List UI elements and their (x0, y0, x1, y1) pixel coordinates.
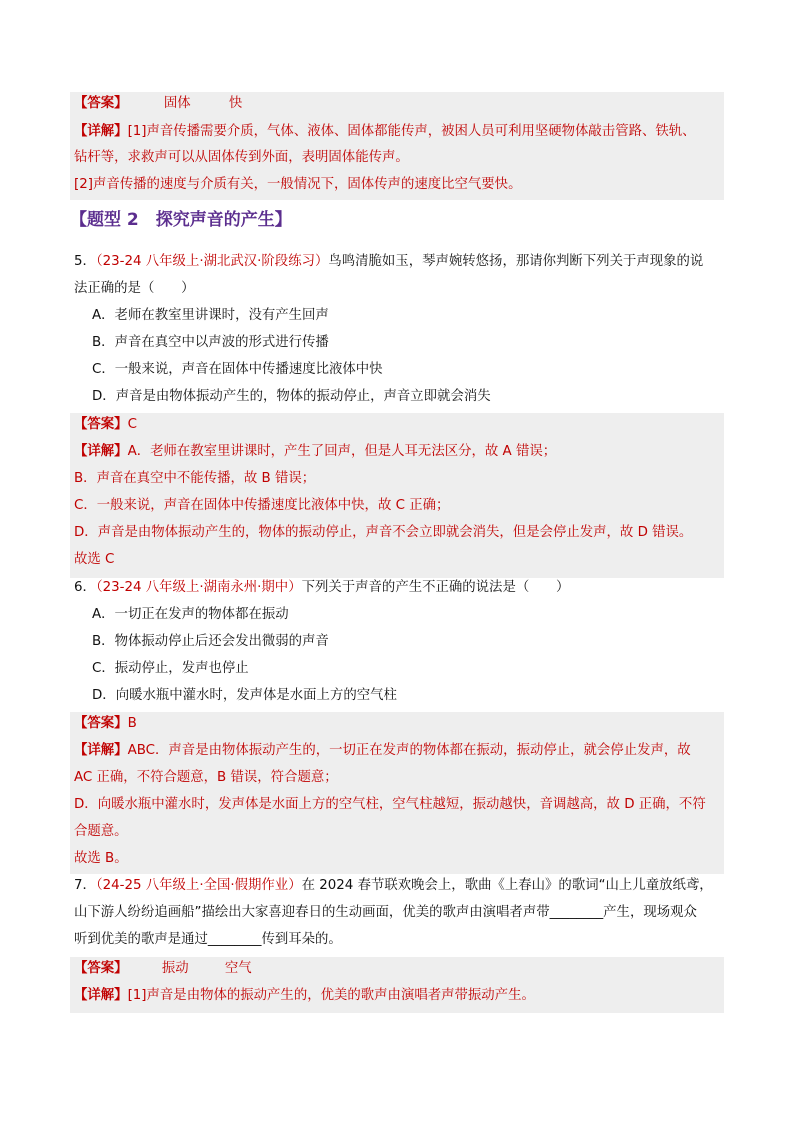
q5-option-b: B．声音在真空中以声波的形式进行传播 (92, 335, 329, 350)
q5-option-d: D．声音是由物体振动产生的，物体的振动停止，声音立即就会消失 (92, 389, 491, 404)
section-heading: 【题型 2 探究声音的产生】 (70, 210, 292, 230)
q6-detail-line-5: 故选 B。 (74, 851, 128, 866)
q7-answer-2: 空气 (224, 961, 252, 976)
q5-stem-line-1: 5．（23-24 八年级上·湖北武汉·阶段练习）鸟鸣清脆如玉，琴声婉转悠扬，那请你判断下列关于声现象的说 (74, 254, 704, 269)
q7-source: （24-25 八年级上·全国·假期作业） (95, 878, 302, 893)
q6-detail-line-3: D．向暖水瓶中灌水时，发声体是水面上方的空气柱，空气柱越短，振动越快，音调越高，故 D 正确，不符 (74, 797, 706, 812)
q6-option-c: C．振动停止，发声也停止 (92, 661, 249, 676)
q5-answer-line: 【答案】C (74, 417, 137, 432)
q6-source: （23-24 八年级上·湖南永州·期中） (95, 580, 302, 595)
q5-stem-line-2: 法正确的是（ ） (74, 281, 195, 296)
q6-option-b: B．物体振动停止后还会发出微弱的声音 (92, 634, 329, 649)
q5-option-a: A．老师在教室里讲课时，没有产生回声 (92, 308, 329, 323)
q7-detail-line-1: 【详解】[1]声音是由物体的振动产生的，优美的歌声由演唱者声带振动产生。 (74, 988, 535, 1003)
q5-detail-line-4: D．声音是由物体振动产生的，物体的振动停止，声音不会立即就会消失，但是会停止发声，故 D 错误。 (74, 525, 693, 540)
q7-answer-line: 【答案】 振动 空气 (74, 959, 252, 979)
q5-detail-line-2: B．声音在真空中不能传播，故 B 错误； (74, 471, 316, 486)
q4-answer-line (74, 94, 242, 114)
q4-detail-line-1: 【详解】[1]声音传播需要介质，气体、液体、固体都能传声，被困人员可利用坚硬物体敲击管路、铁轨、 (74, 124, 696, 139)
q6-answer-block (70, 712, 724, 874)
q5-detail-line-1: 【详解】A．老师在教室里讲课时，产生了回声，但是人耳无法区分，故 A 错误； (74, 444, 557, 459)
q4-detail-line-2: 钻杆等，求救声可以从固体传到外面，表明固体能传声。 (74, 150, 409, 165)
q7-stem-line-2: 山下游人纷纷追画船”描绘出大家喜迎春日的生动画面，优美的歌声由演唱者声带________产生，现场观众 (74, 905, 697, 920)
q5-number: 5． (74, 254, 96, 269)
q6-detail-line-2: AC 正确，不符合题意，B 错误，符合题意； (74, 770, 338, 785)
q6-option-a: A．一切正在发声的物体都在振动 (92, 607, 289, 622)
q5-option-c: C．一般来说，声音在固体中传播速度比液体中快 (92, 362, 383, 377)
q6-answer: B (127, 716, 137, 731)
q6-number: 6． (74, 580, 96, 595)
q6-stem-line-1: 6．（23-24 八年级上·湖南永州·期中）下列关于声音的产生不正确的说法是（ ） (74, 580, 570, 595)
q4-detail-line-3: [2]声音传播的速度与介质有关，一般情况下，固体传声的速度比空气要快。 (74, 177, 522, 192)
q7-number: 7． (74, 878, 96, 893)
q5-answer: C (127, 417, 137, 432)
q6-answer-line: 【答案】B (74, 716, 137, 731)
q5-detail-line-5: 故选 C (74, 552, 115, 567)
q5-source: （23-24 八年级上·湖北武汉·阶段练习） (95, 254, 329, 269)
q6-detail-line-1: 【详解】ABC．声音是由物体振动产生的，一切正在发声的物体都在振动，振动停止，就会停止发声，故 (74, 743, 691, 758)
q7-stem-line-3: 听到优美的歌声是通过________传到耳朵的。 (74, 932, 342, 947)
q7-stem-line-1: 7．（24-25 八年级上·全国·假期作业）在 2024 春节联欢晚会上，歌曲《上春山》的歌词“山上儿童放纸鸢， (74, 878, 713, 893)
q7-answer-1: 振动 (161, 961, 189, 976)
answer-label: 【答案】 (74, 96, 128, 111)
q5-detail-line-3: C．一般来说，声音在固体中传播速度比液体中快，故 C 正确； (74, 498, 450, 513)
q4-answer-2: 快 (228, 96, 243, 111)
q6-detail-line-4: 合题意。 (74, 824, 128, 839)
detail-label: 【详解】 (74, 124, 128, 139)
q6-option-d: D．向暖水瓶中灌水时，发声体是水面上方的空气柱 (92, 688, 397, 703)
q4-answer-1: 固体 (163, 96, 191, 111)
